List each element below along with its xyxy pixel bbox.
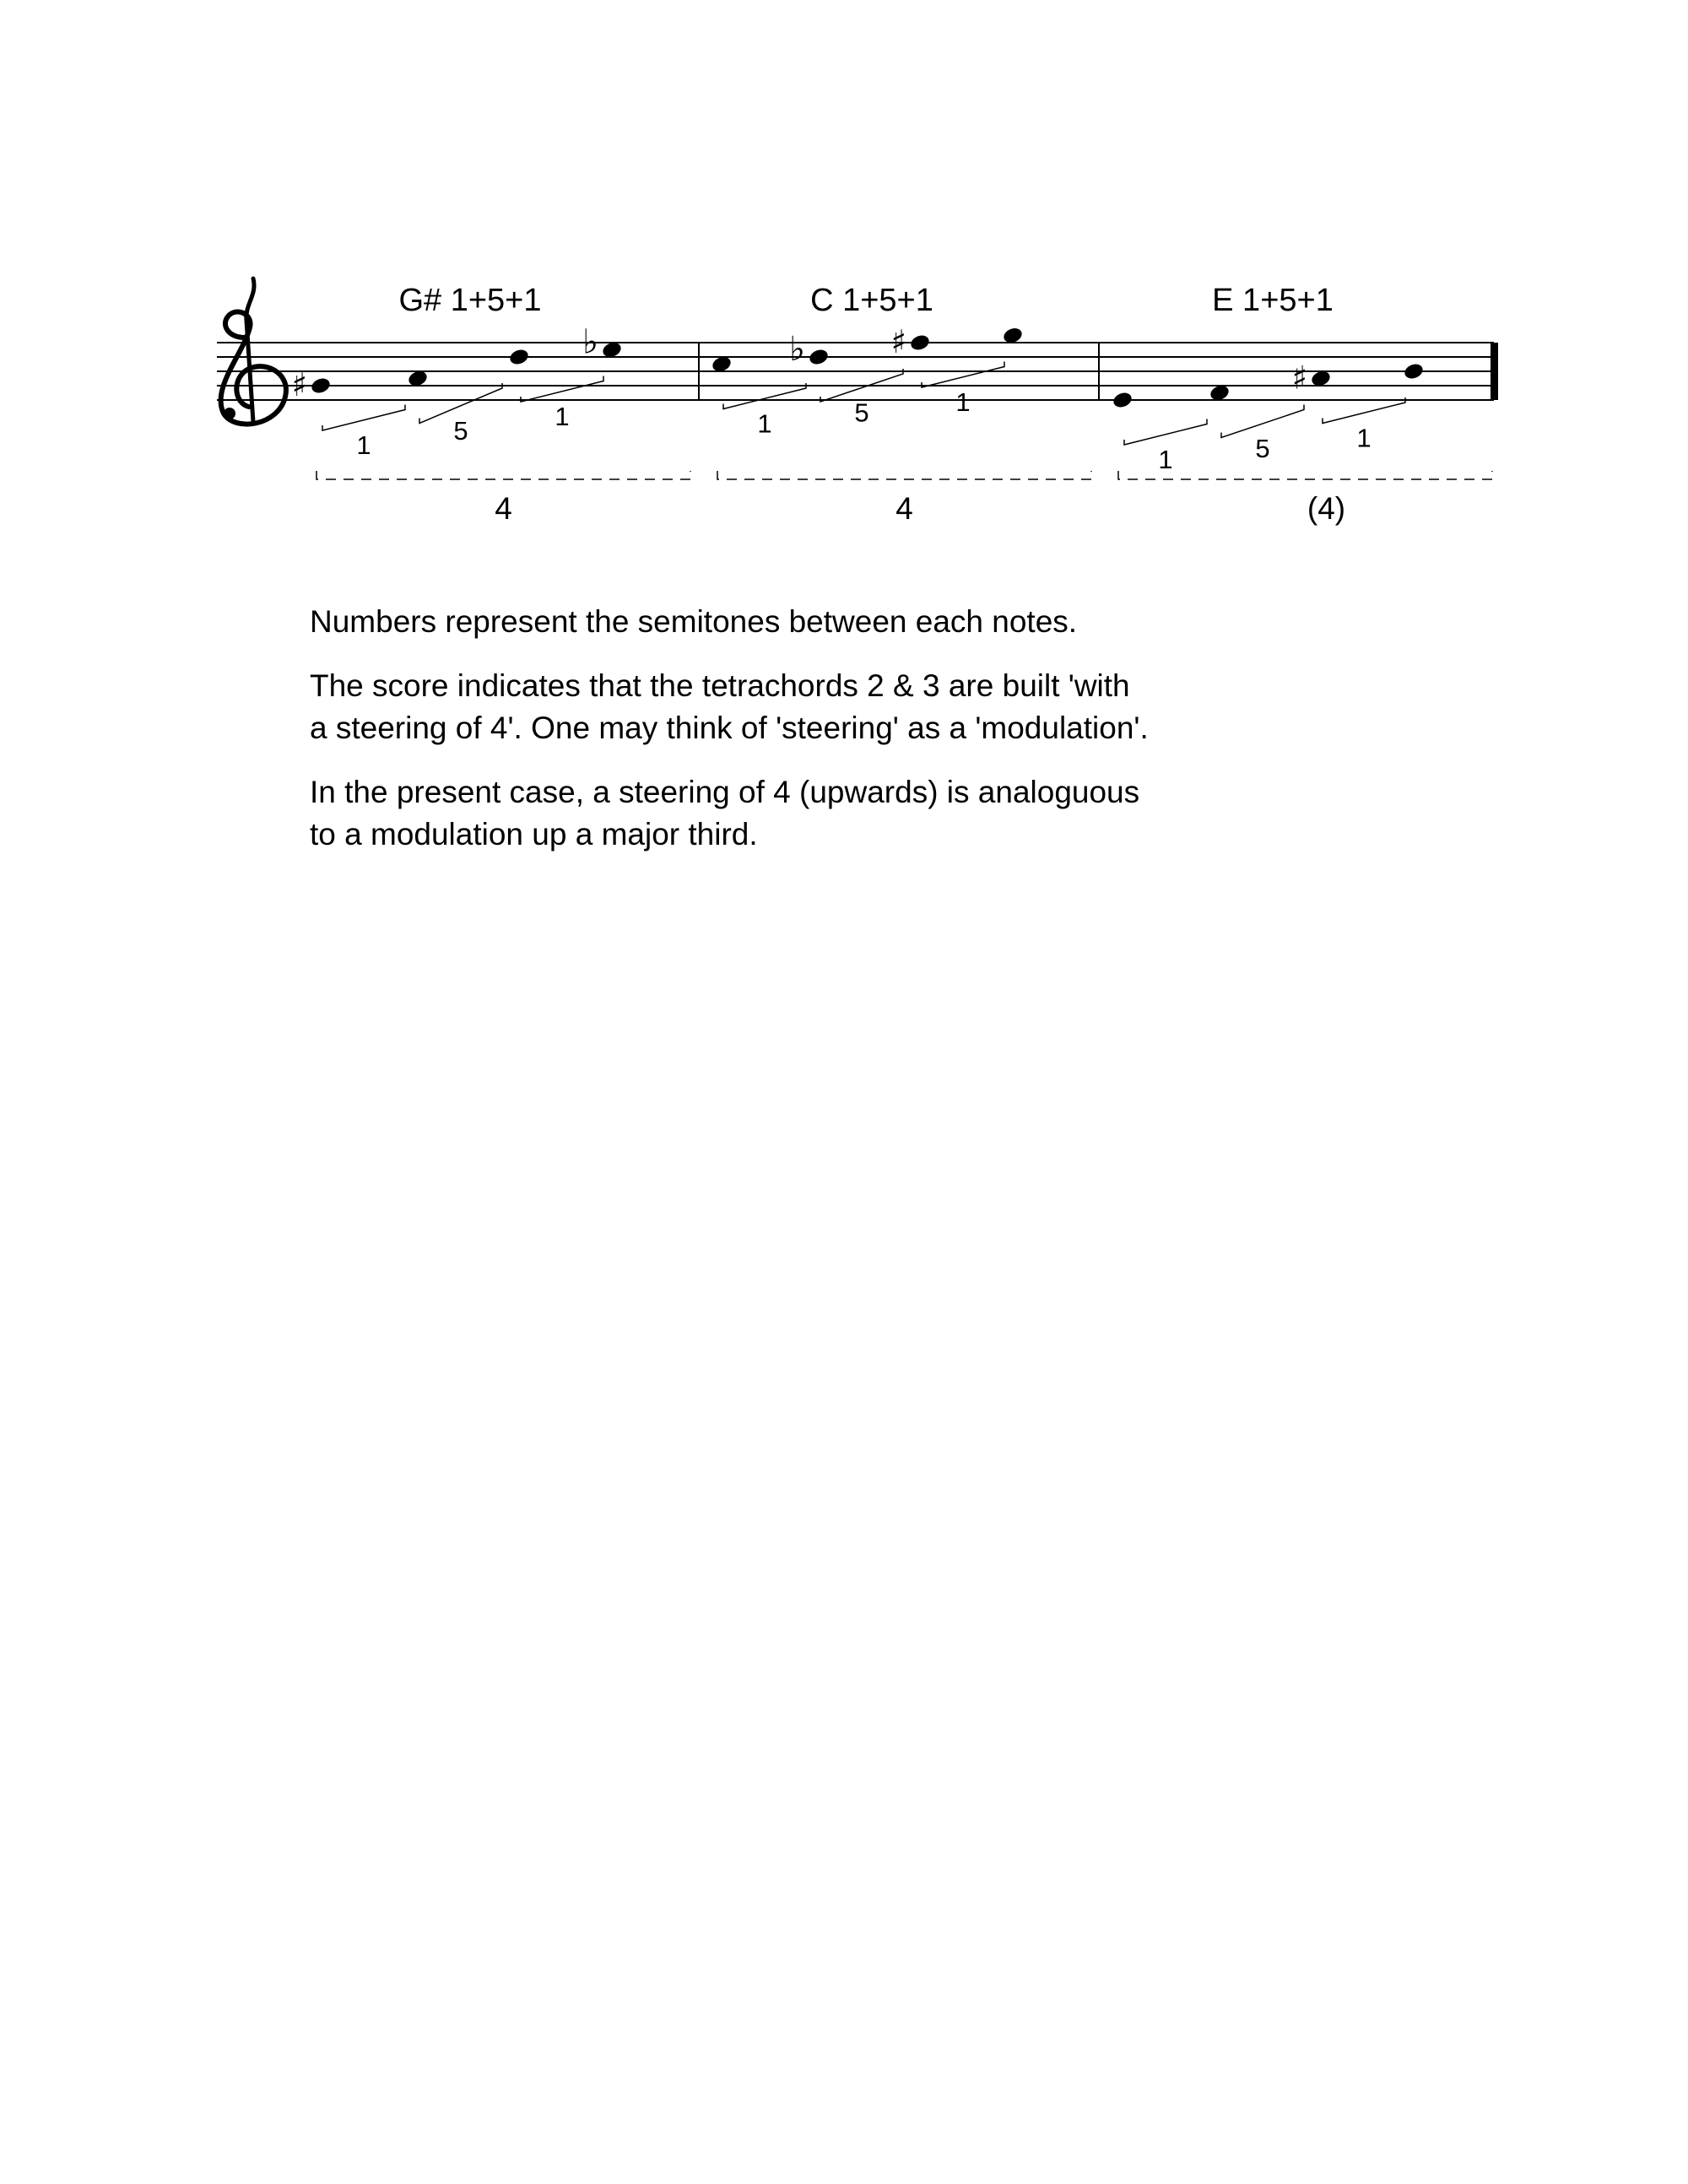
interval-label: 1 — [955, 387, 971, 417]
paragraph-3-line-1: In the present case, a steering of 4 (upwards) is analoguous — [310, 775, 1140, 809]
tetrachord-3 — [1112, 283, 1492, 526]
notehead — [808, 347, 830, 366]
tetrachord-title: E 1+5+1 — [1212, 283, 1334, 318]
steering-bracket — [316, 471, 690, 479]
explanation-text — [310, 601, 1323, 878]
paragraph-1: Numbers represent the semitones between each notes. — [310, 604, 1078, 639]
tetrachord-1 — [292, 283, 690, 526]
interval-bracket — [322, 405, 405, 431]
sharp-icon: ♯ — [291, 366, 307, 403]
interval-label: 1 — [757, 408, 772, 439]
flat-icon: ♭ — [582, 322, 598, 362]
tetrachord-title: C 1+5+1 — [810, 283, 933, 318]
steering-label: (4) — [1307, 491, 1346, 526]
sharp-icon: ♯ — [1291, 359, 1307, 397]
tetrachord-title: G# 1+5+1 — [398, 283, 542, 318]
flat-icon: ♭ — [789, 330, 805, 369]
paragraph-3 — [310, 771, 1323, 856]
steering-bracket — [1118, 471, 1492, 479]
interval-bracket — [521, 376, 603, 403]
notehead — [1112, 390, 1133, 409]
interval-bracket — [1221, 405, 1304, 438]
paragraph-3-line-2: to a modulation up a major third. — [310, 817, 758, 851]
interval-label: 1 — [555, 401, 570, 431]
sharp-icon: ♯ — [890, 323, 906, 360]
interval-label: 5 — [1255, 434, 1270, 463]
steering-bracket — [717, 471, 1091, 479]
notehead — [909, 332, 931, 352]
notehead — [508, 347, 530, 366]
notehead — [310, 376, 332, 395]
treble-clef-icon — [221, 278, 286, 424]
notehead — [1403, 361, 1425, 381]
steering-label: 4 — [495, 491, 512, 526]
tetrachord-2 — [711, 283, 1091, 526]
interval-bracket — [1124, 419, 1207, 446]
steering-label: 4 — [895, 491, 913, 526]
interval-bracket — [1323, 397, 1405, 424]
paragraph-2-line-1: The score indicates that the tetrachords 2 & 3 are built 'with — [310, 668, 1130, 703]
final-barline — [1491, 343, 1498, 400]
interval-label: 1 — [356, 430, 371, 460]
interval-label: 1 — [1158, 444, 1173, 474]
interval-bracket — [723, 383, 806, 409]
interval-bracket — [922, 362, 1004, 388]
paragraph-2 — [310, 665, 1323, 749]
paragraph-2-line-2: a steering of 4'. One may think of 'steering' as a 'modulation'. — [310, 711, 1149, 745]
interval-label: 5 — [854, 397, 869, 428]
interval-label: 1 — [1356, 423, 1372, 453]
interval-label: 5 — [453, 415, 468, 446]
music-score — [0, 0, 1688, 591]
